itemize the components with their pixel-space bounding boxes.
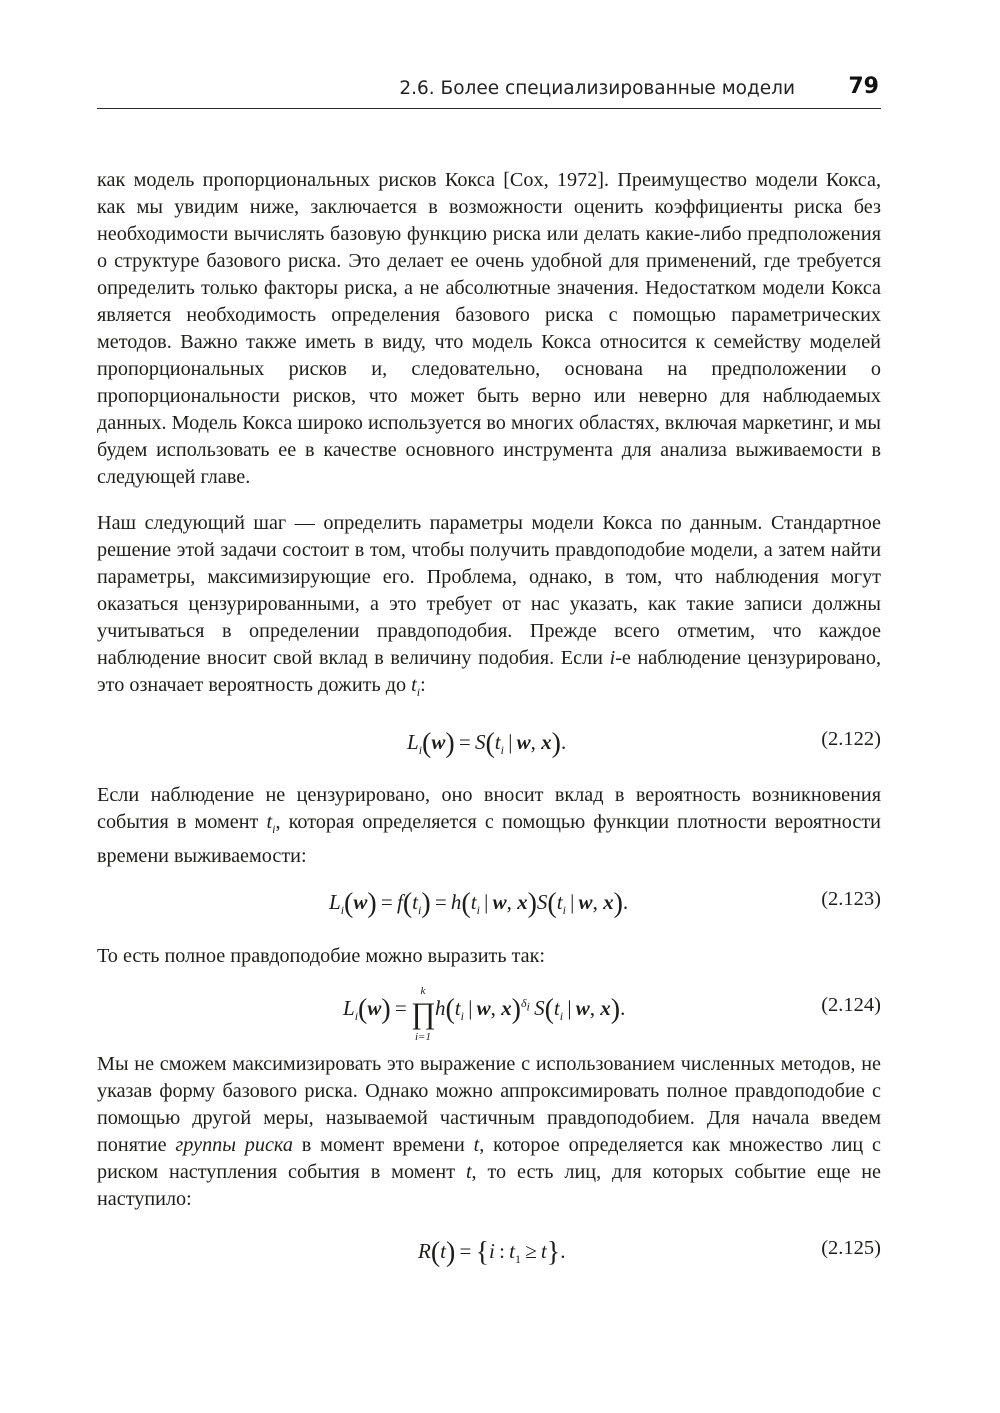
equation-2-122	[97, 724, 881, 764]
paragraph-full-likelihood: То есть полное правдоподобие можно выразить так:	[97, 945, 546, 967]
page-number: 79	[848, 74, 879, 99]
equation-2-124	[97, 985, 881, 1043]
equation-number: (2.124)	[821, 994, 881, 1016]
equation-formula: $L_i(w) = f(t_i) = h(t_i$ | w, $x)S(t_i$ | w, x).	[329, 888, 629, 919]
product-operator: k ∏ i=1	[410, 985, 436, 1043]
paragraph-likelihood-intro: Наш следующий шаг — определить параметры модели Кокса по данным. Стандартное решение этой задачи состоит в том, чтобы получить правдоподобие модели, а затем найти параметры, максимизирующие его. Проблема, однако, в том, что наблюдения могут оказаться цензурированными, а это требует от нас указать, как такие записи должны учитываться в определении правдоподобия. Прежде всего отметим, что каждое наблюдение вносит свой вклад в величину подобия. Если i-е наблюдение цензурировано, это означает вероятность дожить до $t_i$:	[97, 512, 881, 700]
section-title: 2.6. Более специализированные модели	[399, 78, 795, 99]
equation-formula: $L_i(w) = S(t_i$ | w, x).	[407, 728, 567, 759]
paragraph-cox-model: как модель пропорциональных рисков Кокса [Cox, 1972]. Преимущество модели Кокса, как мы увидим ниже, заключается в возможности оценить коэффициенты риска без необходимости вычислять базовую функцию риска или делать какие-либо предположения о структуре базового риска. Это делает ее очень удобной для применений, где требуется определить только факторы риска, а не абсолютные значения. Недостатком модели Кокса является необходимость определения базового риска с помощью параметрических методов. Важно также иметь в виду, что модель Кокса относится к семейству моделей пропорциональных рисков и, следовательно, основана на предположении о пропорциональности рисков, что может быть верно или неверно для наблюдаемых данных. Модель Кокса широко используется во многих областях, включая маркетинг, и мы будем использовать ее в качестве основного инструмента для анализа выживаемости в следующей главе.	[97, 169, 881, 488]
paragraph-uncensored: Если наблюдение не цензурировано, оно вносит вклад в вероятность возникновения события в момент $t_i$, которая определяется с помощью функции плотности вероятности времени выживаемости:	[97, 784, 881, 868]
equation-formula: $L_i(w)$ = k ∏ i=1 $h(t_i$ | w, x)$^{\delta_i}$ $S(t_i$ | w, x).	[343, 985, 626, 1043]
equation-formula: R(t) = {i : $t_1 \ge t$}.	[418, 1237, 566, 1268]
running-header	[97, 72, 881, 109]
equation-number: (2.122)	[821, 728, 881, 750]
equation-number: (2.123)	[821, 888, 881, 910]
term-risk-group: группы риска	[175, 1134, 293, 1156]
equation-number: (2.125)	[821, 1237, 881, 1259]
paragraph-partial-likelihood: Мы не сможем максимизировать это выражение с использованием численных методов, не указав форму базового риска. Однако можно аппроксимировать полное правдоподобие с помощью другой меры, называемой частичным правдоподобием. Для начала введем понятие группы риска в момент времени t, которое определяется как множество лиц с риском наступления события в момент t, то есть лиц, для которых событие еще не наступило:	[97, 1053, 881, 1210]
equation-2-123	[97, 884, 881, 924]
equation-2-125	[97, 1233, 881, 1273]
